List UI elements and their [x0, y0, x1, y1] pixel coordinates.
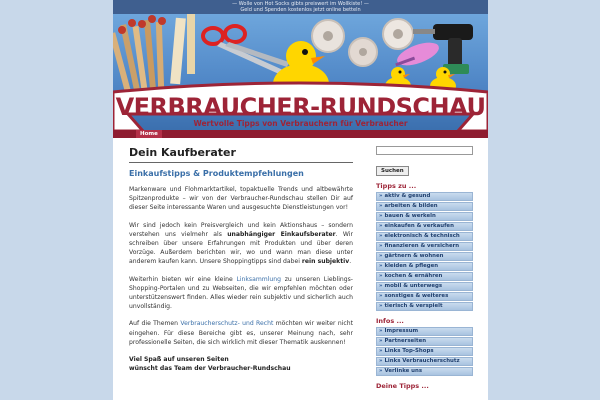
arrow-icon: »: [379, 358, 383, 364]
closing-line-1: Viel Spaß auf unseren Seiten: [129, 356, 229, 364]
arrow-icon: »: [379, 283, 383, 289]
nav-bar: [113, 130, 488, 138]
paragraph-about-bold-1: unabhängiger Einkaufsberater: [227, 230, 336, 238]
infos-heading: Infos ...: [376, 317, 404, 325]
tipps-menu-item-label: aktiv & gesund: [384, 193, 431, 199]
tipps-menu-item-label: finanzieren & versichern: [384, 243, 460, 249]
header-banner: [113, 14, 488, 131]
paragraph-intro: Markenware und Flohmarktartikel, topaktuelle Trends und altbewährte Spitzenprodukte – wir von der Verbraucher-Rundschau stellen Dir auf dieser Seite interessante Waren und ausgesuchte Dienstleistungen vor!: [129, 186, 353, 212]
paragraph-links: [129, 275, 353, 312]
tipps-menu-item[interactable]: [376, 302, 473, 311]
tipps-menu-item[interactable]: [376, 252, 473, 261]
tipps-menu-item[interactable]: [376, 212, 473, 221]
paragraph-consumer-text-2: möchten wir weiter nicht eingehen. Für diese Bereiche gibt es, unserer Meinung nach, sehr professionelle Seiten, die sich wirklich mit dieser Thematik auskennen!: [129, 320, 353, 346]
closing-line-2: wünscht das Team der Verbraucher-Rundschau: [129, 365, 291, 373]
consumer-protection-link[interactable]: Verbraucherschutz- und Recht: [180, 320, 274, 328]
tipps-menu-item-label: tierisch & verspielt: [384, 303, 443, 309]
tipps-menu-item[interactable]: [376, 292, 473, 301]
tipps-menu-item[interactable]: [376, 262, 473, 271]
paragraph-about-bold-2: rein subjektiv: [301, 258, 350, 266]
arrow-icon: »: [379, 338, 383, 344]
infos-menu-item-label: Impressum: [384, 328, 419, 334]
arrow-icon: »: [379, 273, 383, 279]
infos-menu-item-label: Links Top-Shops: [384, 348, 434, 354]
arrow-icon: »: [379, 303, 383, 309]
scissors-illustration: [203, 26, 289, 74]
tipps-menu-item-label: elektronisch & technisch: [384, 233, 460, 239]
arrow-icon: »: [379, 213, 383, 219]
infos-menu: [376, 327, 473, 376]
tipps-menu-item[interactable]: [376, 282, 473, 291]
paragraph-about-text-1: Wir sind jedoch kein Preisvergleich und kein Aktionshaus – sondern verstehen uns vielmehr als: [129, 221, 353, 238]
tipps-menu: [376, 192, 473, 311]
arrow-icon: »: [379, 328, 383, 334]
tipps-menu-item[interactable]: [376, 202, 473, 211]
tipps-menu-item-label: einkaufen & verkaufen: [384, 223, 454, 229]
paragraph-about-text-2: . Wir schreiben über unsere Erfahrungen mit Produkten und über deren Vorzüge. Außerdem berichten wir, wo und wann man diese unter anderem kaufen kann. Unsere Shoppingtipps sind dabei: [129, 230, 354, 266]
tipps-menu-item-label: gärtnern & wohnen: [384, 253, 444, 259]
arrow-icon: »: [379, 223, 383, 229]
linksammlung-link[interactable]: Linksammlung: [236, 275, 281, 283]
sidebar: [376, 146, 473, 392]
infos-menu-item-label: Verlinke uns: [384, 368, 423, 374]
arrow-icon: »: [379, 203, 383, 209]
tipps-heading: Tipps zu ...: [376, 182, 417, 190]
tipps-menu-item-label: mobil & unterwegs: [384, 283, 443, 289]
infos-menu-item[interactable]: [376, 327, 473, 336]
infos-menu-item-label: Links Verbraucherschutz: [384, 358, 460, 364]
tipps-menu-item-label: kochen & ernähren: [384, 273, 443, 279]
search-button[interactable]: Suchen: [376, 166, 409, 176]
infos-menu-item[interactable]: [376, 347, 473, 356]
infos-menu-item[interactable]: [376, 337, 473, 346]
paragraph-about-text-3: .: [349, 258, 352, 266]
site-subtitle: Wertvolle Tipps von Verbrauchern für Verbraucher: [193, 119, 408, 128]
nav-home-link[interactable]: Home: [136, 130, 162, 138]
paragraph-links-text-2: zu unseren Lieblings-Shopping-Portalen und zu Webseiten, die wir empfehlen möchten oder unterstützenswert finden. Alles wieder rein subjektiv und sicherlich auch unvollständig.: [129, 275, 353, 311]
main-content: [129, 146, 353, 373]
infos-menu-item[interactable]: [376, 367, 473, 376]
paragraph-about: [129, 221, 353, 267]
more-heading: Deine Tipps ...: [376, 382, 429, 390]
arrow-icon: »: [379, 233, 383, 239]
tipps-menu-item[interactable]: [376, 192, 473, 201]
tipps-menu-item[interactable]: [376, 242, 473, 251]
arrow-icon: »: [379, 243, 383, 249]
arrow-icon: »: [379, 293, 383, 299]
top-ad-bar[interactable]: [113, 0, 488, 14]
arrow-icon: »: [379, 253, 383, 259]
tipps-menu-item-label: sonstiges & weiteres: [384, 293, 449, 299]
paragraph-links-text-1: Weiterhin bieten wir eine kleine: [129, 275, 237, 283]
tipps-menu-item[interactable]: [376, 272, 473, 281]
page-title: Dein Kaufberater: [129, 146, 353, 163]
arrow-icon: »: [379, 263, 383, 269]
tipps-menu-item-label: arbeiten & bilden: [384, 203, 438, 209]
arrow-icon: »: [379, 193, 383, 199]
tipps-menu-item-label: kleiden & pflegen: [384, 263, 439, 269]
tipps-menu-item[interactable]: [376, 222, 473, 231]
top-ad-line-2[interactable]: Geld und Spenden kostenlos jetzt online betteln: [240, 7, 361, 13]
site-title[interactable]: VERBRAUCHER-RUNDSCHAU: [115, 93, 486, 121]
top-ad-line-1[interactable]: — Wolle von Hot Socks gibts preiswert im Wollkiste! —: [232, 1, 369, 7]
infos-menu-item[interactable]: [376, 357, 473, 366]
tipps-menu-item[interactable]: [376, 232, 473, 241]
tipps-menu-item-label: bauen & werkeln: [384, 213, 436, 219]
paragraph-consumer-text-1: Auf die Themen: [129, 320, 181, 328]
infos-menu-item-label: Partnerseiten: [384, 338, 427, 344]
brushes-illustration: [113, 14, 195, 92]
section-title: Einkaufstipps & Produktempfehlungen: [129, 169, 304, 178]
search-input[interactable]: [376, 146, 473, 155]
paragraph-consumer-protection: [129, 319, 353, 347]
arrow-icon: »: [379, 348, 383, 354]
arrow-icon: »: [379, 368, 383, 374]
